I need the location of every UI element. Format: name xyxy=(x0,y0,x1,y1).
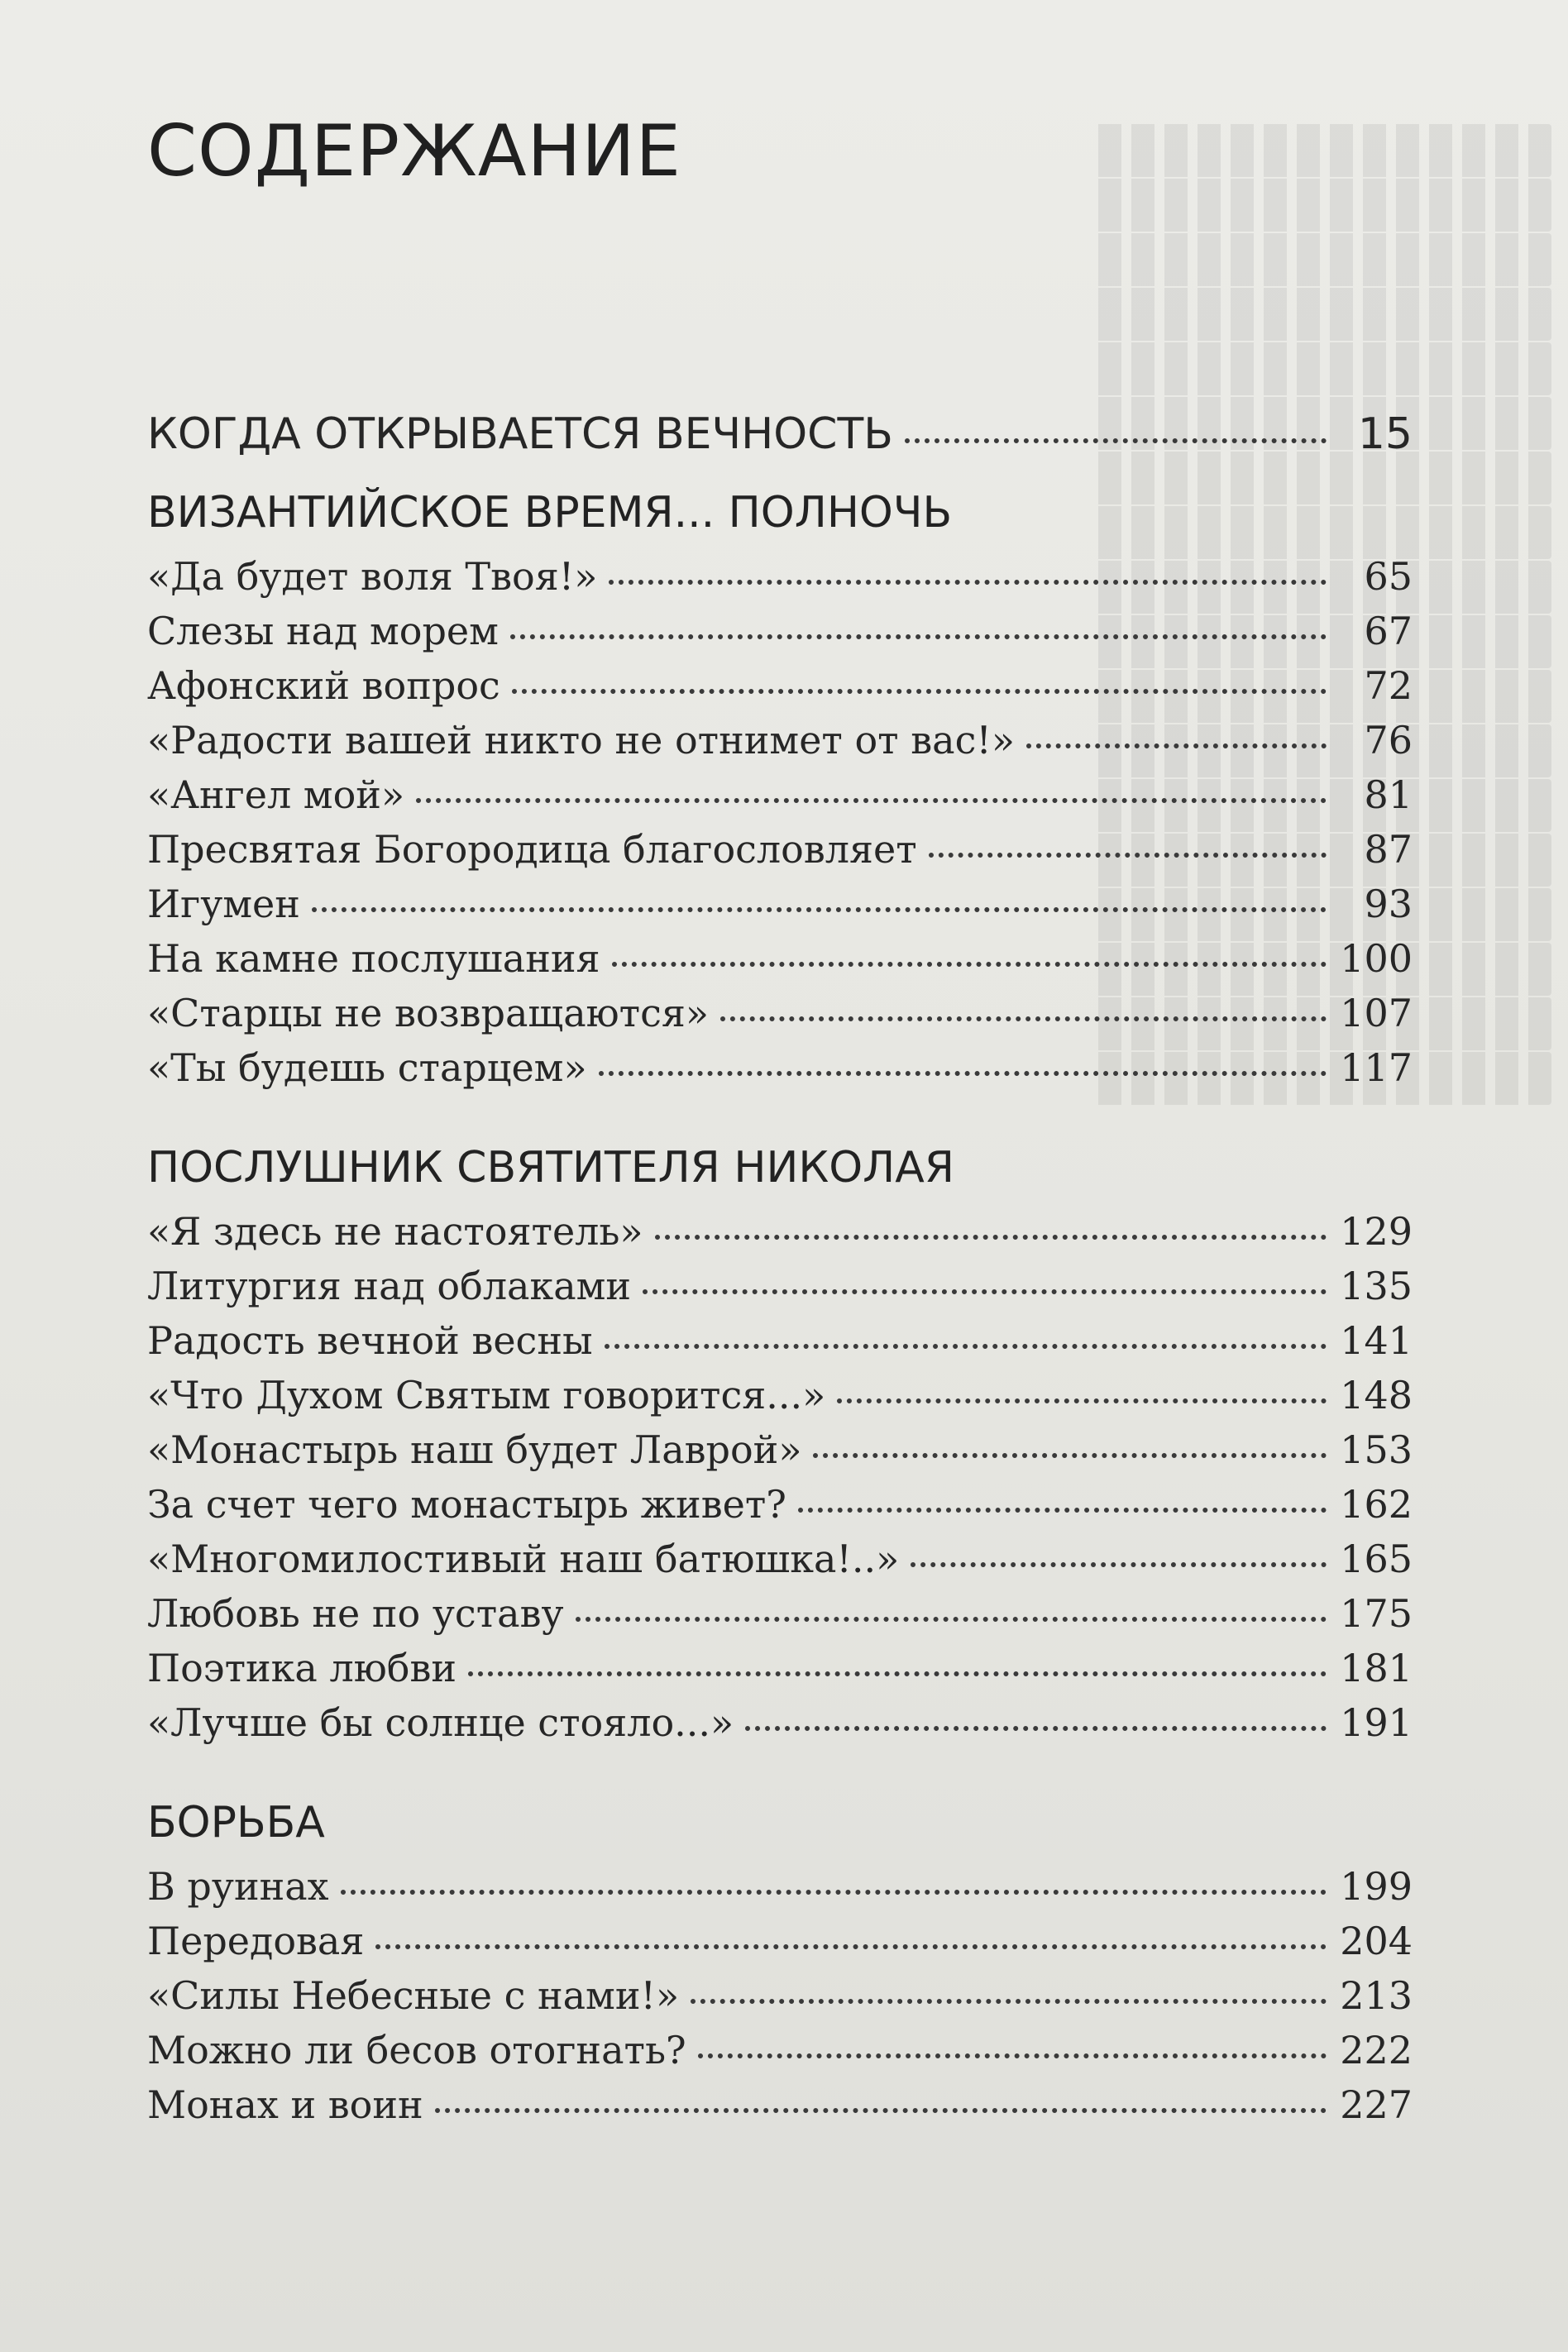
page-title: СОДЕРЖАНИЕ xyxy=(147,110,681,193)
toc-section xyxy=(147,402,1413,466)
dot-leader xyxy=(510,634,1327,639)
dot-leader xyxy=(468,1671,1327,1676)
entry-title: На камне послушания xyxy=(147,936,600,981)
entry-title: «Ты будешь старцем» xyxy=(147,1045,587,1090)
toc-entry xyxy=(147,713,1413,767)
toc-entry xyxy=(147,1532,1413,1586)
dot-leader xyxy=(605,1344,1327,1349)
entry-title: «Многомилостивый наш батюшка!..» xyxy=(147,1537,900,1581)
toc-entry xyxy=(147,402,1413,466)
entry-page-number: 135 xyxy=(1340,1264,1413,1308)
entry-page-number: 148 xyxy=(1340,1373,1413,1417)
toc-entry xyxy=(147,877,1413,931)
toc-entry xyxy=(147,1914,1413,1968)
dot-leader xyxy=(643,1289,1327,1294)
entry-title: Любовь не по уставу xyxy=(147,1591,564,1636)
entry-page-number: 87 xyxy=(1364,827,1413,872)
toc-entry xyxy=(147,1422,1413,1477)
entry-title: Можно ли бесов отогнать? xyxy=(147,2028,686,2072)
dot-leader xyxy=(837,1398,1327,1403)
entry-page-number: 107 xyxy=(1340,991,1413,1035)
entry-page-number: 81 xyxy=(1364,772,1413,817)
dot-leader xyxy=(341,1890,1327,1895)
toc-sections xyxy=(147,402,1413,2132)
dot-leader xyxy=(1026,743,1327,748)
toc-entry xyxy=(147,986,1413,1040)
dot-leader xyxy=(512,689,1327,694)
toc-entry xyxy=(147,822,1413,877)
toc-entry xyxy=(147,2023,1413,2077)
dot-leader xyxy=(312,907,1327,912)
entry-title: «Я здесь не настоятель» xyxy=(147,1209,643,1254)
toc-entry xyxy=(147,1040,1413,1095)
entry-title: «Старцы не возвращаются» xyxy=(147,991,710,1035)
section-heading: БОРЬБА xyxy=(147,1798,325,1848)
section-heading: ВИЗАНТИЙСКОЕ ВРЕМЯ... ПОЛНОЧЬ xyxy=(147,488,953,538)
entry-title: «Монастырь наш будет Лаврой» xyxy=(147,1427,802,1472)
dot-leader xyxy=(435,2108,1327,2113)
entry-page-number: 191 xyxy=(1340,1700,1413,1745)
toc-entry xyxy=(147,1477,1413,1532)
toc-entry xyxy=(147,1695,1413,1750)
entry-page-number: 76 xyxy=(1364,718,1413,762)
entry-page-number: 213 xyxy=(1340,1973,1413,2018)
section-heading: ПОСЛУШНИК СВЯТИТЕЛЯ НИКОЛАЯ xyxy=(147,1143,954,1193)
toc-entry xyxy=(147,549,1413,604)
entry-title: Игумен xyxy=(147,882,300,926)
entry-title: «Радости вашей никто не отнимет от вас!» xyxy=(147,718,1015,762)
dot-leader xyxy=(929,853,1327,858)
toc-section xyxy=(147,1798,1413,2132)
dot-leader xyxy=(720,1016,1327,1021)
entry-title: КОГДА ОТКРЫВАЕТСЯ ВЕЧНОСТЬ xyxy=(147,409,893,459)
dot-leader xyxy=(911,1562,1327,1567)
entry-page-number: 141 xyxy=(1340,1318,1413,1363)
dot-leader xyxy=(698,2053,1327,2058)
dot-leader xyxy=(576,1617,1327,1622)
entry-title: «Ангел мой» xyxy=(147,772,405,817)
entry-page-number: 100 xyxy=(1340,936,1413,981)
toc-entry xyxy=(147,1313,1413,1368)
entry-page-number: 162 xyxy=(1340,1482,1413,1527)
toc-entry xyxy=(147,1641,1413,1695)
entry-page-number: 93 xyxy=(1364,882,1413,926)
entry-title: За счет чего монастырь живет? xyxy=(147,1482,786,1527)
entry-title: «Силы Небесные с нами!» xyxy=(147,1973,680,2018)
entry-page-number: 227 xyxy=(1340,2082,1413,2127)
dot-leader xyxy=(745,1726,1327,1731)
entry-title: Поэтика любви xyxy=(147,1646,457,1690)
table-of-contents xyxy=(147,110,1413,2132)
entry-page-number: 67 xyxy=(1364,609,1413,653)
entry-page-number: 222 xyxy=(1340,2028,1413,2072)
dot-leader xyxy=(416,798,1327,803)
entry-page-number: 175 xyxy=(1340,1591,1413,1636)
toc-entry xyxy=(147,658,1413,713)
dot-leader xyxy=(813,1453,1327,1458)
entry-title: Радость вечной весны xyxy=(147,1318,593,1363)
toc-entry xyxy=(147,1204,1413,1259)
toc-entry xyxy=(147,2077,1413,2132)
entry-title: «Да будет воля Твоя!» xyxy=(147,554,598,599)
toc-entry xyxy=(147,1368,1413,1422)
toc-entry xyxy=(147,931,1413,986)
toc-entry xyxy=(147,1586,1413,1641)
toc-section xyxy=(147,488,1413,1095)
entry-title: В руинах xyxy=(147,1864,329,1909)
entry-page-number: 165 xyxy=(1340,1537,1413,1581)
entry-title: Передовая xyxy=(147,1919,365,1963)
dot-leader xyxy=(609,580,1327,585)
dot-leader xyxy=(798,1508,1327,1513)
toc-entry xyxy=(147,604,1413,658)
entry-page-number: 117 xyxy=(1340,1045,1413,1090)
entry-page-number: 181 xyxy=(1340,1646,1413,1690)
dot-leader xyxy=(375,1944,1327,1949)
toc-entry xyxy=(147,1259,1413,1313)
entry-page-number: 65 xyxy=(1364,554,1413,599)
entry-title: Литургия над облаками xyxy=(147,1264,632,1308)
entry-title: «Что Духом Святым говорится...» xyxy=(147,1373,826,1417)
dot-leader xyxy=(599,1071,1327,1076)
entry-title: Пресвятая Богородица благословляет xyxy=(147,827,917,872)
toc-section xyxy=(147,1143,1413,1750)
entry-page-number: 153 xyxy=(1340,1427,1413,1472)
toc-entry xyxy=(147,767,1413,822)
dot-leader xyxy=(691,1999,1327,2004)
dot-leader xyxy=(655,1235,1327,1240)
toc-entry xyxy=(147,1859,1413,1914)
entry-page-number: 15 xyxy=(1357,409,1413,459)
entry-page-number: 72 xyxy=(1364,663,1413,708)
entry-title: Монах и воин xyxy=(147,2082,423,2127)
entry-title: Афонский вопрос xyxy=(147,663,500,708)
toc-entry xyxy=(147,1968,1413,2023)
entry-page-number: 129 xyxy=(1340,1209,1413,1254)
entry-page-number: 199 xyxy=(1340,1864,1413,1909)
entry-title: «Лучше бы солнце стояло...» xyxy=(147,1700,734,1745)
dot-leader xyxy=(612,962,1327,967)
entry-title: Слезы над морем xyxy=(147,609,499,653)
entry-page-number: 204 xyxy=(1340,1919,1413,1963)
dot-leader xyxy=(905,438,1327,443)
